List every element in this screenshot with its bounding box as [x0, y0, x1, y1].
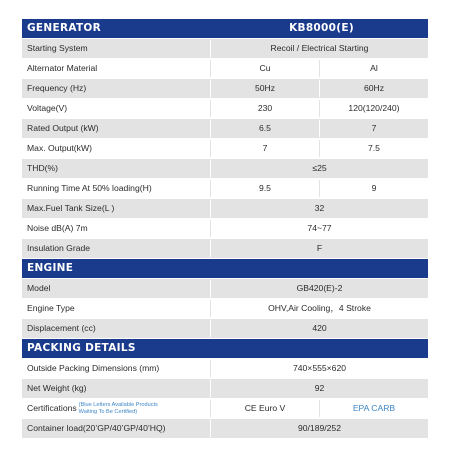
spec-row-packing-dimensions: [22, 359, 428, 379]
spec-row-container-load: [22, 419, 428, 439]
packing-title: PACKING DETAILS: [27, 342, 136, 354]
row-value: 92: [314, 383, 325, 393]
row-value: 32: [314, 203, 325, 213]
spec-row-net-weight: [22, 379, 428, 399]
row-label: Container load(20’GP/40’GP/40’HQ): [27, 423, 166, 433]
certification-note: (Blue Letters Available Products Waiting To Be Certified): [78, 401, 158, 415]
spec-sheet: [22, 19, 428, 439]
row-value-b: 7.5: [368, 143, 380, 153]
spec-row-rated-output: [22, 119, 428, 139]
row-value-a: 9.5: [259, 183, 271, 193]
row-label: Certifications: [27, 403, 77, 413]
row-value-a: CE Euro V: [244, 403, 286, 413]
spec-row-insulation: [22, 239, 428, 259]
row-value-a: 50Hz: [254, 83, 276, 93]
generator-title: GENERATOR: [27, 22, 102, 34]
row-value: Recoil / Electrical Starting: [270, 43, 369, 53]
engine-header: [22, 259, 428, 279]
engine-title: ENGINE: [27, 262, 74, 274]
row-label: Noise dB(A) 7m: [27, 223, 88, 233]
packing-header: [22, 339, 428, 359]
row-value-b: 60Hz: [363, 83, 385, 93]
spec-row-engine-model: [22, 279, 428, 299]
row-label: Engine Type: [27, 303, 75, 313]
row-label: Running Time At 50% loading(H): [27, 183, 152, 193]
spec-row-noise: [22, 219, 428, 239]
row-label: Alternator Material: [27, 63, 98, 73]
row-value: ≤25: [312, 163, 327, 173]
spec-row-displacement: [22, 319, 428, 339]
row-value-b: 120(120/240): [348, 103, 400, 113]
row-value: 74~77: [307, 223, 332, 233]
row-value: GB420(E)-2: [296, 283, 343, 293]
row-label: Frequency (Hz): [27, 83, 87, 93]
row-label: Model: [27, 283, 51, 293]
row-value: 420: [312, 323, 327, 333]
row-value: 90/189/252: [297, 423, 341, 433]
row-value: 740×555×620: [292, 363, 347, 373]
row-value-a: 6.5: [259, 123, 271, 133]
row-value: OHV,Air Cooling，4 Stroke: [268, 303, 371, 313]
row-value-b: 9: [371, 183, 377, 193]
row-value-a: Cu: [259, 63, 271, 73]
spec-row-certifications: [22, 399, 428, 419]
model-name: KB8000(E): [289, 22, 354, 34]
row-value-b: EPA CARB: [352, 403, 396, 413]
row-label: Net Weight (kg): [27, 383, 87, 393]
spec-row-starting-system: [22, 39, 428, 59]
spec-row-fuel-tank: [22, 199, 428, 219]
row-label: Voltage(V): [27, 103, 68, 113]
row-label: Insulation Grade: [27, 243, 91, 253]
row-label: Max.Fuel Tank Size(L ): [27, 203, 115, 213]
spec-row-thd: [22, 159, 428, 179]
row-value-b: 7: [371, 123, 377, 133]
row-label: Outside Packing Dimensions (mm): [27, 363, 160, 373]
row-value-a: 230: [257, 103, 273, 113]
row-value-b: Al: [370, 63, 378, 73]
generator-header: [22, 19, 428, 39]
spec-row-voltage: [22, 99, 428, 119]
spec-row-alternator-material: [22, 59, 428, 79]
row-value-a: 7: [262, 143, 268, 153]
row-value: F: [316, 243, 323, 253]
spec-row-running-time: [22, 179, 428, 199]
spec-row-engine-type: [22, 299, 428, 319]
spec-row-frequency: [22, 79, 428, 99]
row-label: Displacement (cc): [27, 323, 96, 333]
spec-row-max-output: [22, 139, 428, 159]
row-label: Starting System: [27, 43, 88, 53]
row-label: Max. Output(kW): [27, 143, 92, 153]
row-label: Rated Output (kW): [27, 123, 99, 133]
row-label: THD(%): [27, 163, 59, 173]
